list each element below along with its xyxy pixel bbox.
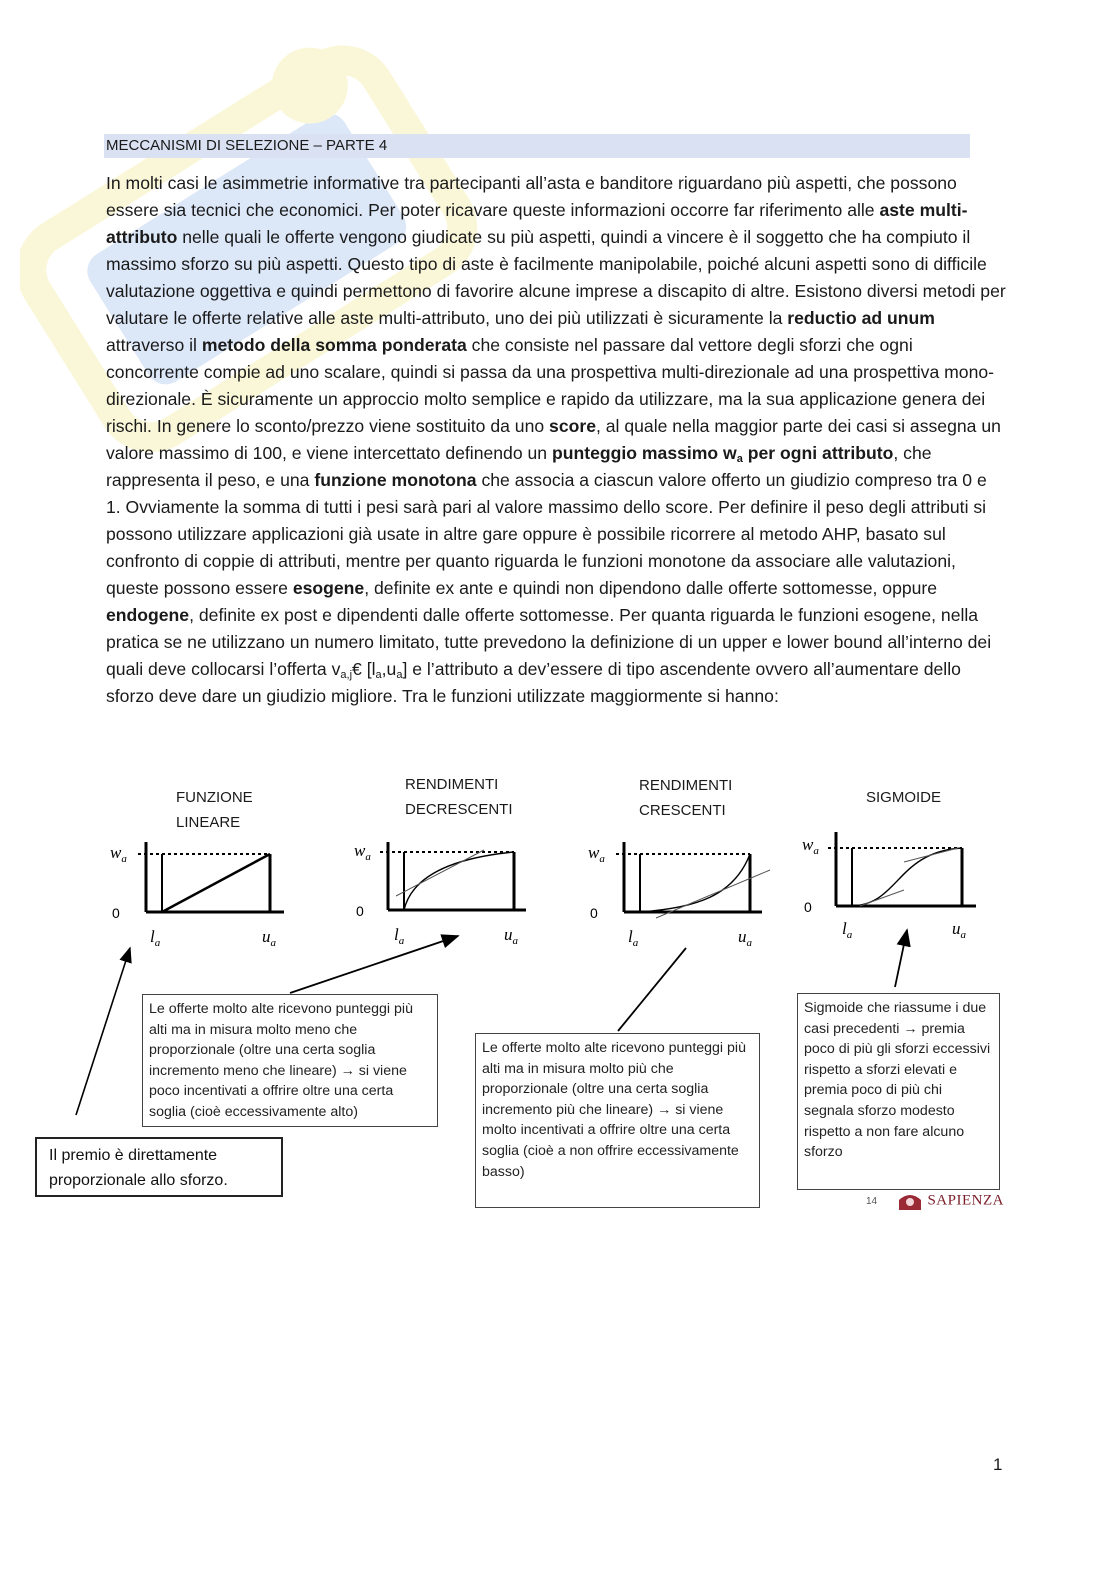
note-sigmoid: Sigmoide che riassume i due casi precedenti → premia poco di più gli sforzi eccessivi rispetto a sforzi elevati e premia poco di più chi segnala sforzo modesto rispetto a non fare alcuno sforzo	[797, 993, 1000, 1190]
svg-text:ua: $u_a$	[952, 919, 966, 941]
svg-text:wa: $w_a$	[588, 843, 605, 865]
graph-title-increasing: RENDIMENTI CRESCENTI	[639, 777, 733, 819]
svg-text:wa: $w_a$	[354, 841, 371, 863]
svg-text:la: $l_a$	[150, 927, 161, 949]
note-linear: Il premio è direttamente proporzionale allo sforzo.	[35, 1137, 283, 1197]
svg-text:0: 0	[590, 905, 598, 921]
svg-text:ua: $u_a$	[262, 927, 276, 949]
body-paragraph: In molti casi le asimmetrie informative tra partecipanti all’asta e banditore riguardano più aspetti, che possono essere sia tecnici che economici. Per poter ricavare queste informazioni occorre far riferimento alle aste multi-attributo nelle quali le offerte vengono giudicate su più aspetti, quindi a vincere è il soggetto che ha compiuto il massimo sforzo su più aspetti. Questo tipo di aste è facilmente manipolabile, poiché alcuni aspetti sono di difficile valutazione oggettiva e quindi permettono di favorire alcune imprese a discapito di altre. Esistono diversi metodi per valutare le offerte relative alle aste multi-attributo, uno dei più utilizzati è sicuramente la reductio ad unum attraverso il metodo della somma ponderata che consiste nel passare dal vettore degli sforzi che ogni concorrente compie ad uno scalare, quindi si passa da una prospettiva multi-direzionale ad una prospettiva mono-direzionale. È sicuramente un approccio molto semplice e rapido da utilizzare, ma la sua applicazione genera dei rischi. In genere lo sconto/prezzo viene sostituito da uno score, al quale nella maggior parte dei casi si assegna un valore massimo di 100, e viene intercettato definendo un punteggio massimo $w_a$ per ogni attributo, che rappresenta il peso, e una funzione monotona che associa a ciascun valore offerto un giudizio compreso tra 0 e 1. Ovviamente la somma di tutti i pesi sarà pari al valore massimo dello score. Per definire il peso degli attributi si possono utilizzare applicazioni già usate in altre gare oppure è possibile ricorrere al metodo AHP, basato sul confronto di coppie di attributi, mentre per quanto riguarda le funzioni monotone da associare alle valutazioni, queste possono essere esogene, definite ex ante e quindi non dipendono dalle offerte sottomesse, oppure endogene, definite ex post e dipendenti dalle offerte sottomesse. Per quanta riguarda le funzioni esogene, nella pratica se ne utilizzano un numero limitato, tutte prevedono la definizione di un upper e lower bound all’interno dei quali deve collocarsi l’offerta $v_{a,j}€$ $[l_a,u_a]$ e l’attributo a dev’essere di tipo ascendente ovvero all’aumentare dello sforzo deve dare un giudizio migliore. Tra le funzioni utilizzate maggiormente si hanno:	[106, 173, 1006, 706]
svg-text:0: 0	[356, 903, 364, 919]
slide-number: 14	[866, 1195, 878, 1207]
sapienza-logo	[866, 1190, 1004, 1212]
svg-text:la: $l_a$	[394, 925, 405, 947]
svg-text:ua: $u_a$	[738, 927, 752, 949]
svg-text:ua: $u_a$	[504, 925, 518, 947]
svg-text:0: 0	[804, 899, 812, 915]
svg-text:wa: $w_a$	[802, 835, 819, 857]
graph-title-linear: FUNZIONE LINEARE	[176, 789, 253, 831]
graph-title-decreasing: RENDIMENTI DECRESCENTI	[405, 776, 513, 818]
svg-text:wa: $w_a$	[110, 843, 127, 865]
svg-text:la: $l_a$	[628, 927, 639, 949]
sapienza-brand: SAPIENZA	[927, 1192, 1004, 1209]
section-header: MECCANISMI DI SELEZIONE – PARTE 4	[104, 134, 970, 158]
svg-text:la: $l_a$	[842, 919, 853, 941]
svg-text:0: 0	[112, 905, 120, 921]
graph-title-sigmoid: SIGMOIDE	[866, 789, 942, 806]
note-increasing-returns: Le offerte molto alte ricevono punteggi più alti ma in misura molto più che proporzionale (oltre una certa soglia incremento più che lineare) → si viene molto incentivati a offrire oltre una certa soglia (cioè a non offrire eccessivamente basso)	[475, 1033, 760, 1208]
page-number: 1	[993, 1455, 1003, 1474]
sapienza-emblem-icon	[897, 1190, 923, 1212]
note-decreasing-returns: Le offerte molto alte ricevono punteggi più alti ma in misura molto meno che proporzionale (oltre una certa soglia incremento meno che lineare) → si viene poco incentivati a offrire oltre una certa soglia (cioè eccessivamente alto)	[142, 994, 438, 1127]
